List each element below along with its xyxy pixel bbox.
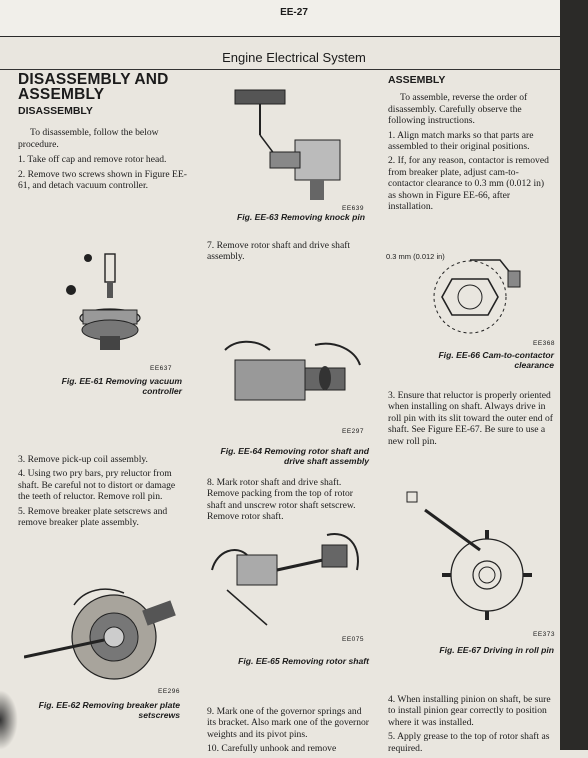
- section-title: Engine Electrical System: [222, 50, 366, 65]
- right-step-3-block: [388, 390, 554, 450]
- fig-ee63-code: EE639: [342, 205, 365, 212]
- fig-ee65-code: EE075: [342, 636, 365, 643]
- assembly-heading: ASSEMBLY: [388, 74, 446, 86]
- fig-ee63-caption: Fig. EE-63 Removing knock pin: [237, 212, 365, 222]
- fig-ee62-caption: Fig. EE-62 Removing breaker plate setscrews: [38, 700, 180, 720]
- left-step-2: 2. Remove two screws shown in Figure EE-61, and detach vacuum controller.: [18, 168, 187, 192]
- middle-step-10: 10. Carefully unhook and remove: [207, 743, 337, 755]
- fig-ee67-caption: Fig. EE-67 Driving in roll pin: [439, 645, 554, 655]
- fig-ee66-illustration: [420, 255, 530, 340]
- disassembly-subheading: DISASSEMBLY: [18, 105, 93, 117]
- fig-ee62-illustration: [24, 585, 184, 690]
- page-header: [0, 0, 588, 37]
- fig-ee65-illustration: [207, 530, 367, 635]
- fig-ee66-dimension-label: 0.3 mm (0.012 in): [386, 252, 445, 261]
- right-step-1: 1. Align match marks so that parts are assembled to their original positions.: [388, 129, 534, 153]
- fig-ee61-illustration: [55, 240, 185, 370]
- middle-step-7-block: [207, 240, 367, 266]
- fig-ee62-code: EE296: [158, 688, 181, 695]
- fig-ee64-code: EE297: [342, 428, 365, 435]
- right-intro: To assemble, reverse the order of disassembly. Carefully observe the following instructions.: [388, 92, 528, 127]
- left-step-1: 1. Take off cap and remove rotor head.: [18, 154, 167, 166]
- left-step-3: 3. Remove pick-up coil assembly.: [18, 454, 148, 465]
- left-step-5: 5. Remove breaker plate setscrews and remove breaker plate assembly.: [18, 505, 168, 529]
- fig-ee61-code: EE637: [150, 365, 173, 372]
- fig-ee64-illustration: [215, 330, 365, 430]
- header-rule: [0, 69, 560, 70]
- middle-step-8: 8. Mark rotor shaft and drive shaft. Remove packing from the top of rotor shaft and unscrew rotor shaft setscrew. Remove rotor shaft.: [207, 477, 356, 523]
- middle-step-9: 9. Mark one of the governor springs and its bracket. Also mark one of the governor weights and its pivot pins.: [207, 706, 369, 740]
- fig-ee66-code: EE368: [533, 340, 556, 347]
- fig-ee66-caption: Fig. EE-66 Cam-to-contactor clearance: [438, 350, 554, 370]
- fig-ee64-caption: Fig. EE-64 Removing rotor shaft and drive shaft assembly: [220, 446, 369, 466]
- left-column-mid: [18, 454, 186, 531]
- page-corner-shadow: [0, 690, 18, 750]
- fig-ee61-caption: Fig. EE-61 Removing vacuum controller: [61, 376, 182, 396]
- right-column-top: [388, 75, 554, 215]
- fig-ee63-illustration: [215, 80, 365, 205]
- right-step-5: 5. Apply grease to the top of rotor shaft as required.: [388, 731, 550, 754]
- right-step-3: 3. Ensure that reluctor is properly oriented when installing on shaft. Always drive in roll pin with its slit toward the outer end of shaft. See Figure EE-67. Be sure to use a new roll pin.: [388, 390, 553, 447]
- page-number: EE-27: [280, 7, 308, 18]
- disassembly-assembly-heading: DISASSEMBLY AND ASSEMBLY: [18, 71, 169, 103]
- middle-step-8-block: [207, 477, 369, 526]
- right-step-2: 2. If, for any reason, contactor is removed from breaker plate, adjust cam-to-contactor clearance to 0.3 mm (0.012 in) as shown in Figure EE-66, after installation.: [388, 155, 549, 213]
- left-step-4: 4. Using two pry bars, pry reluctor from shaft. Be careful not to distort or damage the teeth of reluctor. Remove roll pin.: [18, 468, 176, 503]
- left-column-top: [18, 72, 188, 194]
- fig-ee65-caption: Fig. EE-65 Removing rotor shaft: [238, 656, 369, 666]
- page-edge-shadow: [560, 0, 588, 750]
- left-intro: To disassemble, follow the below procedure.: [18, 127, 159, 150]
- fig-ee67-code: EE373: [533, 631, 556, 638]
- right-bottom-steps: [388, 694, 554, 757]
- right-step-4: 4. When installing pinion on shaft, be sure to install pinion gear correctly to position where it was installed.: [388, 694, 551, 728]
- fig-ee67-illustration: [395, 490, 545, 630]
- middle-step-7: 7. Remove rotor shaft and drive shaft assembly.: [207, 240, 351, 263]
